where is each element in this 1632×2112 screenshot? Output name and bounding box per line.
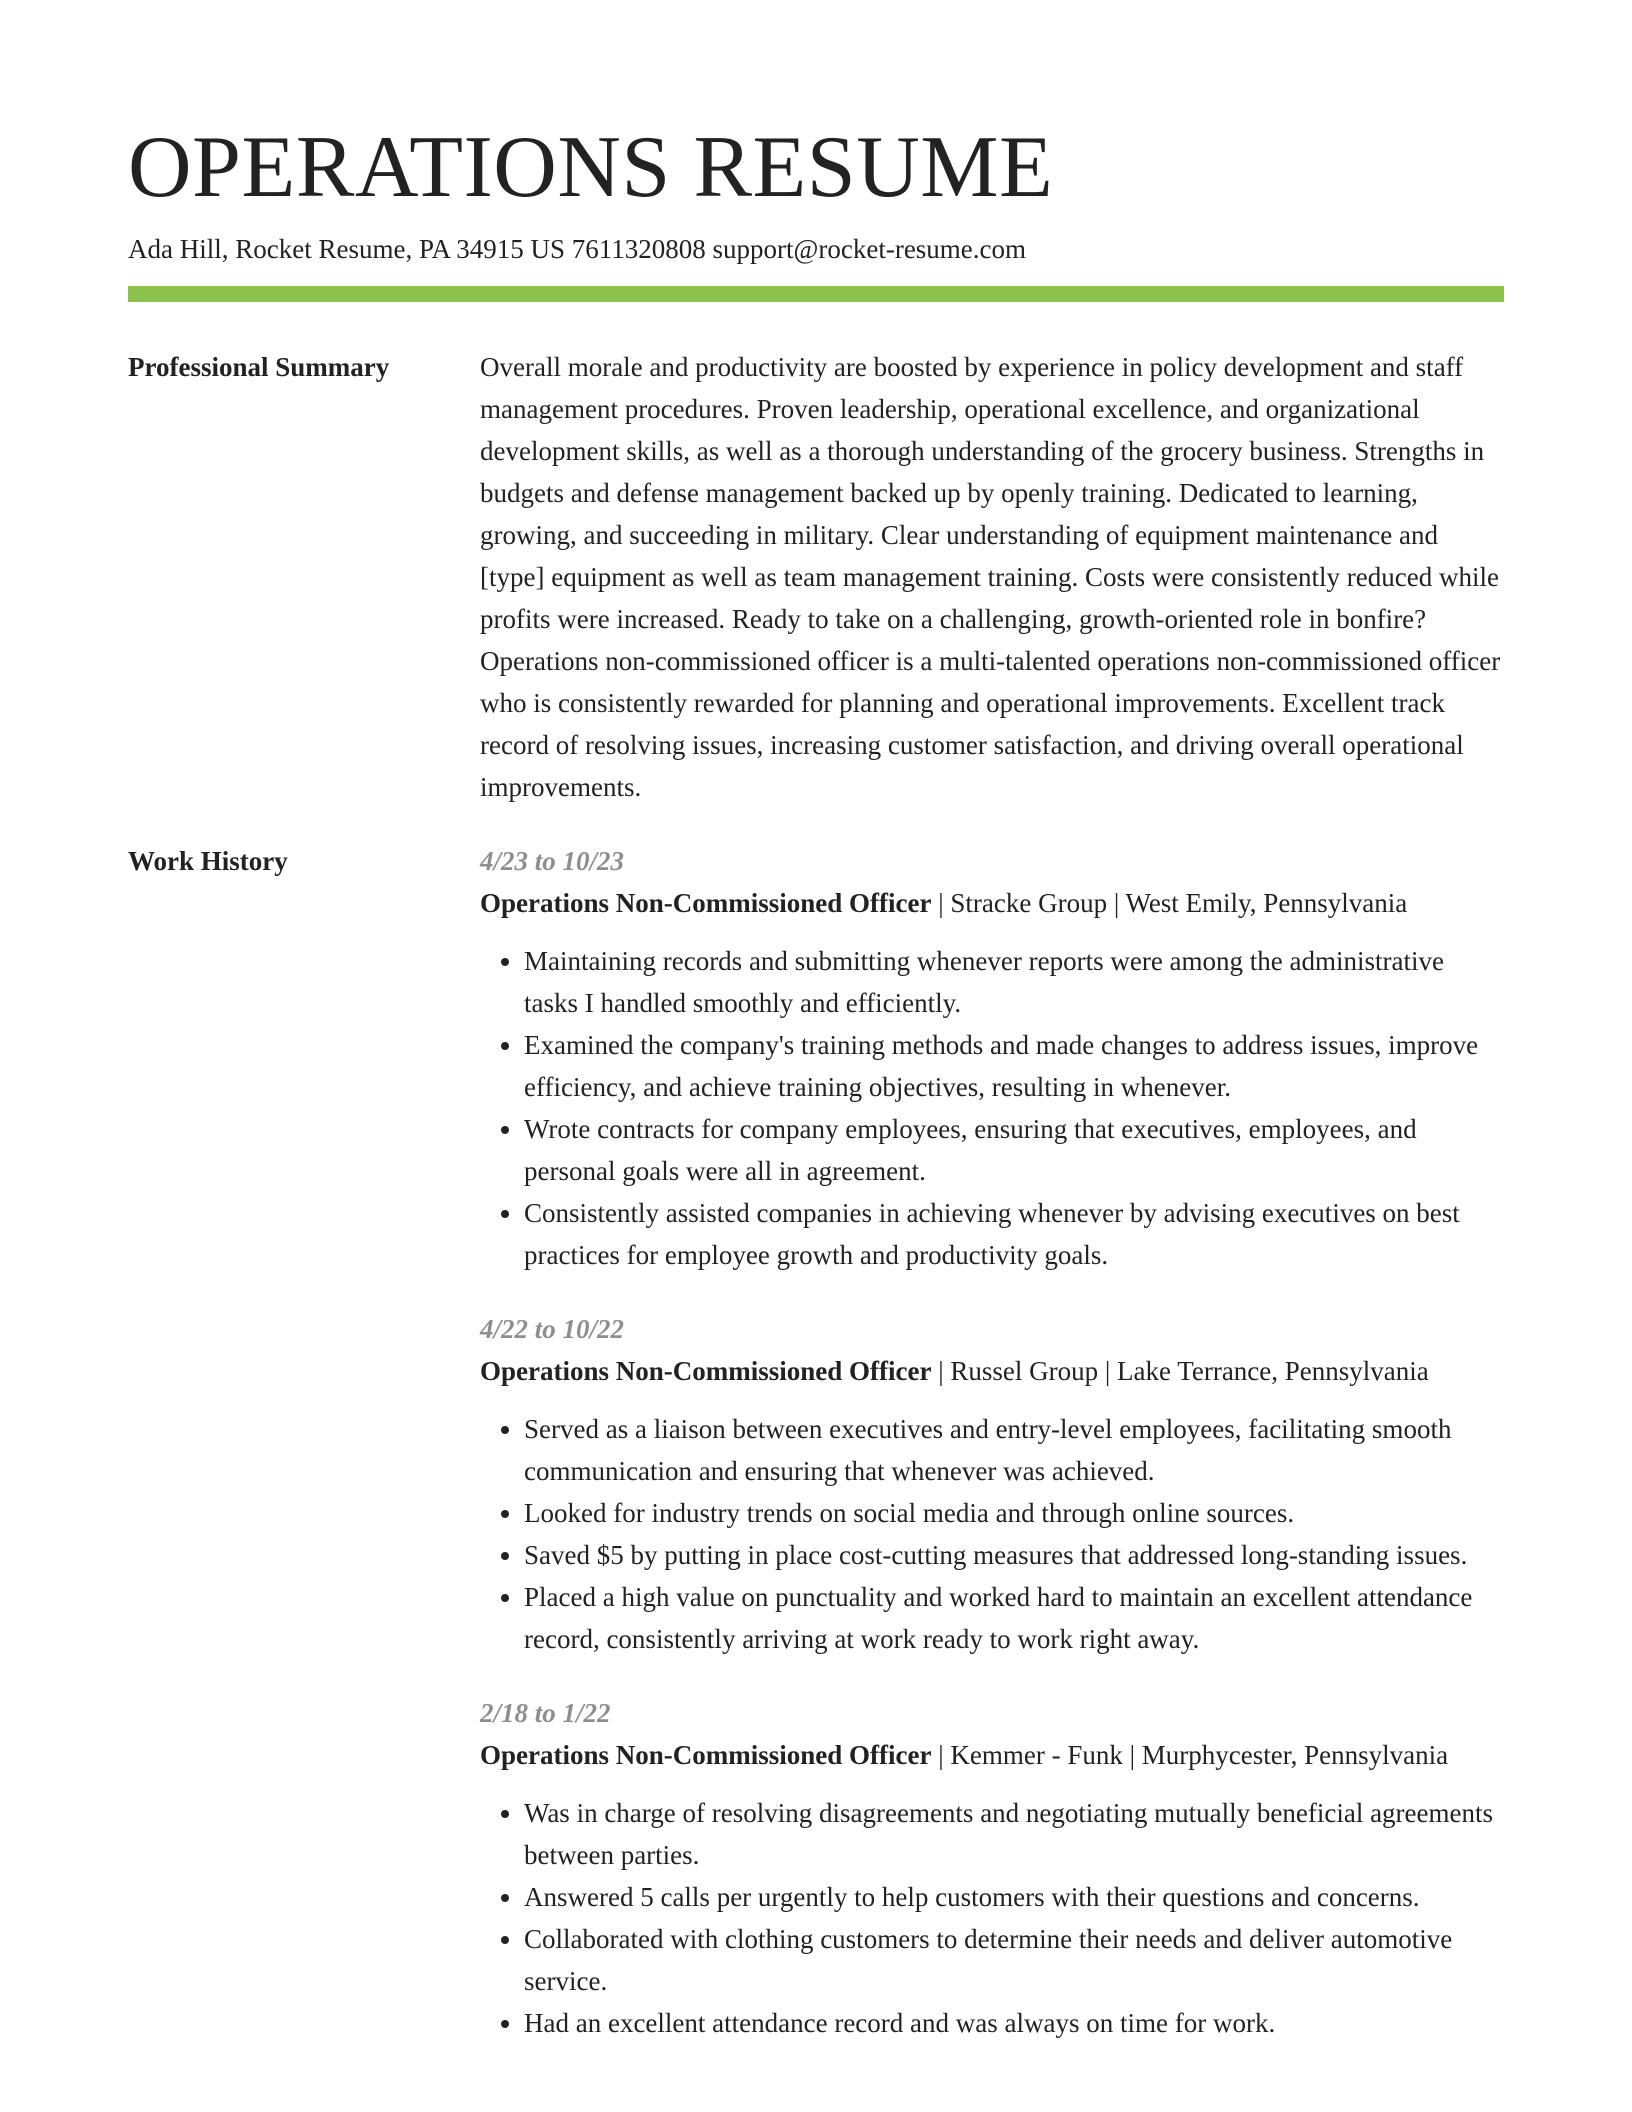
section-label-summary: Professional Summary [128, 352, 390, 382]
job-heading [480, 882, 1504, 924]
job-bullet: • Wrote contracts for company employees, ensuring that executives, employees, and personal goals were all in agreement. [524, 1108, 1504, 1192]
job-bullet-list [480, 1792, 1504, 2044]
job-bullet: • Had an excellent attendance record and was always on time for work. [524, 2002, 1504, 2044]
contact-line: Ada Hill, Rocket Resume, PA 34915 US 7611320808 support@rocket-resume.com [128, 234, 1027, 264]
resume-title: OPERATIONS RESUME [128, 119, 1054, 216]
job-bullet: • Collaborated with clothing customers to determine their needs and deliver automotive service. [524, 1918, 1504, 2002]
job-entry [480, 1692, 1504, 2044]
job-dates: 4/22 to 10/22 [480, 1314, 625, 1344]
job-title: Operations Non-Commissioned Officer [480, 1740, 932, 1770]
accent-divider [128, 286, 1504, 302]
summary-text: Overall morale and productivity are boosted by experience in policy development and staff management procedures. Proven leadership, operational excellence, and organizational development skills, as well as a thorough understanding of the grocery business. Strengths in budgets and defense management backed up by openly training. Dedicated to learning, growing, and succeeding in military. Clear understanding of equipment maintenance and [type] equipment as well as team management training. Costs were consistently reduced while profits were increased. Ready to take on a challenging, growth-oriented role in bonfire? Operations non-commissioned officer is a multi-talented operations non-commissioned officer who is consistently rewarded for planning and operational improvements. Excellent track record of resolving issues, increasing customer satisfaction, and driving overall operational improvements. [480, 352, 1501, 802]
summary-body [480, 346, 1504, 808]
job-details: | Russel Group | Lake Terrance, Pennsylvania [931, 1356, 1429, 1386]
job-entry [480, 840, 1504, 1276]
job-bullet: • Consistently assisted companies in achieving whenever by advising executives on best practices for employee growth and productivity goals. [524, 1192, 1504, 1276]
job-details: | Stracke Group | West Emily, Pennsylvania [931, 888, 1408, 918]
job-bullet-list [480, 1408, 1504, 1660]
job-bullet: • Looked for industry trends on social media and through online sources. [524, 1492, 1504, 1534]
job-bullet: • Examined the company's training methods and made changes to address issues, improve efficiency, and achieve training objectives, resulting in whenever. [524, 1024, 1504, 1108]
job-bullet: • Was in charge of resolving disagreements and negotiating mutually beneficial agreements between parties. [524, 1792, 1504, 1876]
job-heading [480, 1734, 1504, 1776]
job-entry [480, 1308, 1504, 1660]
job-dates: 4/23 to 10/23 [480, 846, 625, 876]
job-dates: 2/18 to 1/22 [480, 1698, 611, 1728]
job-bullet: • Saved $5 by putting in place cost-cutting measures that addressed long-standing issues. [524, 1534, 1504, 1576]
job-bullet-list [480, 940, 1504, 1276]
section-label-work-history: Work History [128, 846, 288, 876]
job-details: | Kemmer - Funk | Murphycester, Pennsylvania [931, 1740, 1449, 1770]
job-bullet: • Served as a liaison between executives and entry-level employees, facilitating smooth communication and ensuring that whenever was achieved. [524, 1408, 1504, 1492]
job-title: Operations Non-Commissioned Officer [480, 1356, 932, 1386]
work-history-body [480, 840, 1504, 2076]
job-bullet: • Maintaining records and submitting whenever reports were among the administrative tasks I handled smoothly and efficiently. [524, 940, 1504, 1024]
job-heading [480, 1350, 1504, 1392]
job-title: Operations Non-Commissioned Officer [480, 888, 932, 918]
job-bullet: • Placed a high value on punctuality and worked hard to maintain an excellent attendance record, consistently arriving at work ready to work right away. [524, 1576, 1504, 1660]
job-bullet: • Answered 5 calls per urgently to help customers with their questions and concerns. [524, 1876, 1504, 1918]
